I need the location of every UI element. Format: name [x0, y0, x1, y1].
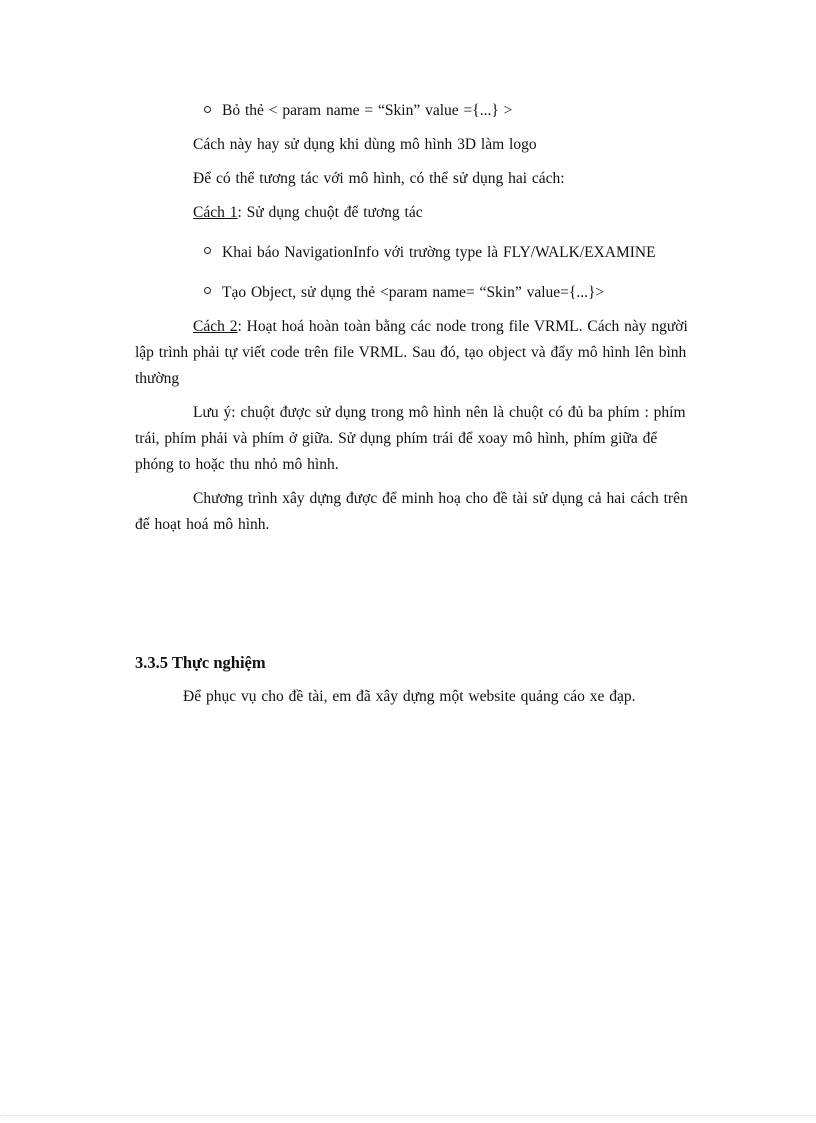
section-paragraph: Để phục vụ cho đề tài, em đã xây dựng một website quảng cáo xe đạp.	[183, 688, 636, 705]
method-2-label: Cách 2	[193, 318, 238, 335]
bullet-item-navigationinfo: Khai báo NavigationInfo với trường type là FLY/WALK/EXAMINE	[222, 244, 656, 261]
note-line-3: phóng to hoặc thu nhỏ mô hình.	[135, 456, 339, 473]
bullet-marker	[204, 106, 211, 113]
method-1-text: : Sử dụng chuột để tương tác	[237, 204, 423, 221]
method-2-line-1	[193, 317, 688, 337]
method-2-line-2: lập trình phải tự viết code trên file VRML. Sau đó, tạo object và đẩy mô hình lên bình	[135, 344, 687, 361]
method-2-line-3: thường	[135, 370, 180, 387]
bullet-marker	[204, 287, 211, 294]
method-2-text: : Hoạt hoá hoàn toàn bằng các node trong file VRML. Cách này người	[237, 318, 688, 335]
bullet-marker	[204, 247, 211, 254]
note-line-2: trái, phím phải và phím ở giữa. Sử dụng phím trái để xoay mô hình, phím giữa để	[135, 430, 658, 447]
method-1-label: Cách 1	[193, 204, 238, 221]
bullet-item-create-object: Tạo Object, sử dụng thẻ <param name= “Skin” value={...}>	[222, 284, 605, 301]
bullet-item-remove-param: Bỏ thẻ < param name = “Skin” value ={...} >	[222, 102, 513, 119]
paragraph-two-methods: Để có thể tương tác với mô hình, có thể sử dụng hai cách:	[193, 170, 565, 187]
paragraph-logo-usage: Cách này hay sử dụng khi dùng mô hình 3D làm logo	[193, 136, 537, 153]
program-line-1: Chương trình xây dựng được để minh hoạ cho đề tài sử dụng cả hai cách trên	[193, 490, 688, 507]
method-1-line	[193, 203, 423, 223]
page-bottom-divider	[0, 1115, 816, 1116]
note-line-1: Lưu ý: chuột được sử dụng trong mô hình nên là chuột có đủ ba phím : phím	[193, 404, 686, 421]
section-heading: 3.3.5 Thực nghiệm	[135, 653, 266, 672]
program-line-2: để hoạt hoá mô hình.	[135, 516, 270, 533]
